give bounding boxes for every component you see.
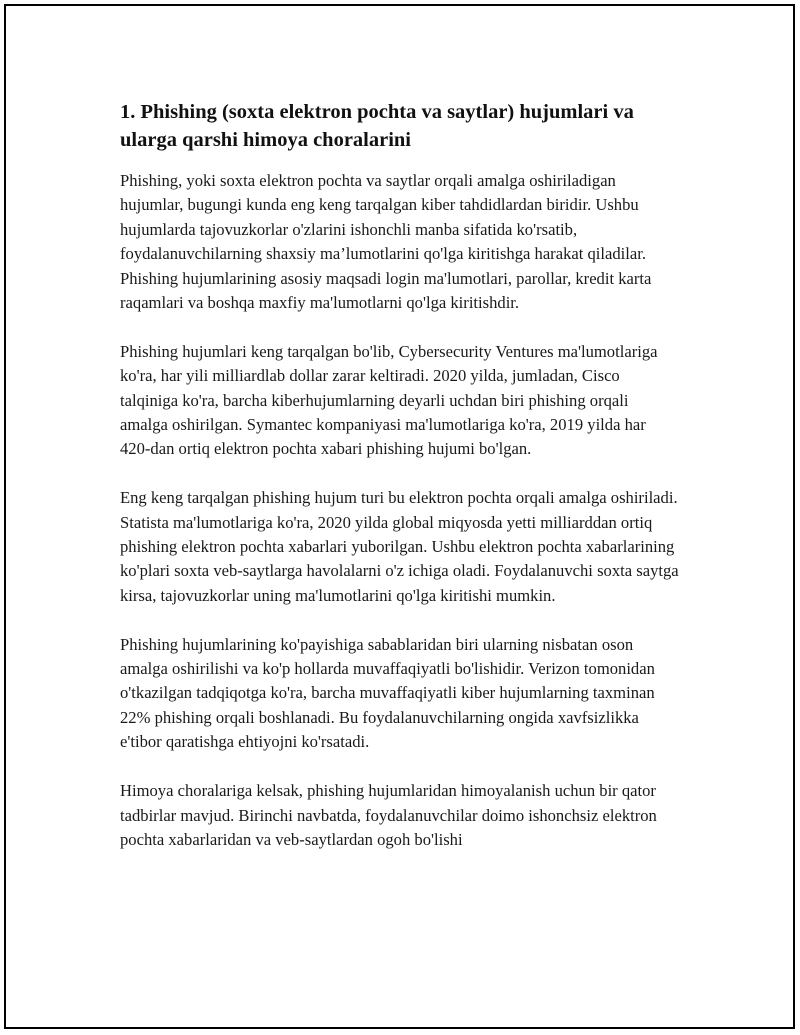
- paragraph-3: Eng keng tarqalgan phishing hujum turi bu elektron pochta orqali amalga oshiriladi. Statista ma'lumotlariga ko'ra, 2020 yilda global miqyosda yetti milliarddan ortiq phishing elektron pochta xabarlari yuborilgan. Ushbu elektron pochta xabarlarining ko'plari soxta veb-saytlarga havolalarni o'z ichiga oladi. Foydalanuvchi soxta saytga kirsa, tajovuzkorlar uning ma'lumotlarini qo'lga kiritishi mumkin.: [120, 488, 679, 605]
- paragraph-4: Phishing hujumlarining ko'payishiga sabablaridan biri ularning nisbatan oson amalga oshirilishi va ko'p hollarda muvaffaqiyatli bo'lishidir. Verizon tomonidan o'tkazilgan tadqiqotga ko'ra, barcha muvaffaqiyatli kiber hujumlarning taxminan 22% phishing orqali boshlanadi. Bu foydalanuvchilarning ongida xavfsizlikka e'tibor qaratishga ehtiyojni ko'rsatadi.: [120, 634, 655, 752]
- paragraph-1: Phishing, yoki soxta elektron pochta va saytlar orqali amalga oshiriladigan hujumlar, bugungi kunda eng keng tarqalgan kiber tahdidlardan biridir. Ushbu hujumlarda tajovuzkorlar o'zlarini ishonchli manba sifatida ko'rsatib, foydalanuvchilarning shaxsiy ma’lumotlarini qo'lga kiritishga harakat qiladilar. Phishing hujumlarining asosiy maqsadi login ma'lumotlari, parollar, kredit karta raqamlari va boshqa maxfiy ma'lumotlarni qo'lga kiritishdir.: [120, 171, 652, 313]
- document-body: [120, 98, 680, 877]
- paragraph-2: Phishing hujumlari keng tarqalgan bo'lib, Cybersecurity Ventures ma'lumotlariga ko'ra, har yili milliardlab dollar zarar keltiradi. 2020 yilda, jumladan, Cisco talqiniga ko'ra, barcha kiberhujumlarning deyarli uchdan biri phishing orqali amalga oshirilgan. Symantec kompaniyasi ma'lumotlariga ko'ra, 2019 yilda har 420-dan ortiq elektron pochta xabari phishing hujumi bo'lgan.: [120, 341, 658, 459]
- paragraph-5: Himoya choralariga kelsak, phishing hujumlaridan himoyalanish uchun bir qator tadbirlar mavjud. Birinchi navbatda, foydalanuvchilar doimo ishonchsiz elektron pochta xabarlaridan va veb-saytlardan ogoh bo'lishi: [120, 781, 657, 849]
- section-heading: 1. Phishing (soxta elektron pochta va saytlar) hujumlari va ularga qarshi himoya choralarini: [120, 101, 634, 151]
- document-page: [4, 4, 795, 1029]
